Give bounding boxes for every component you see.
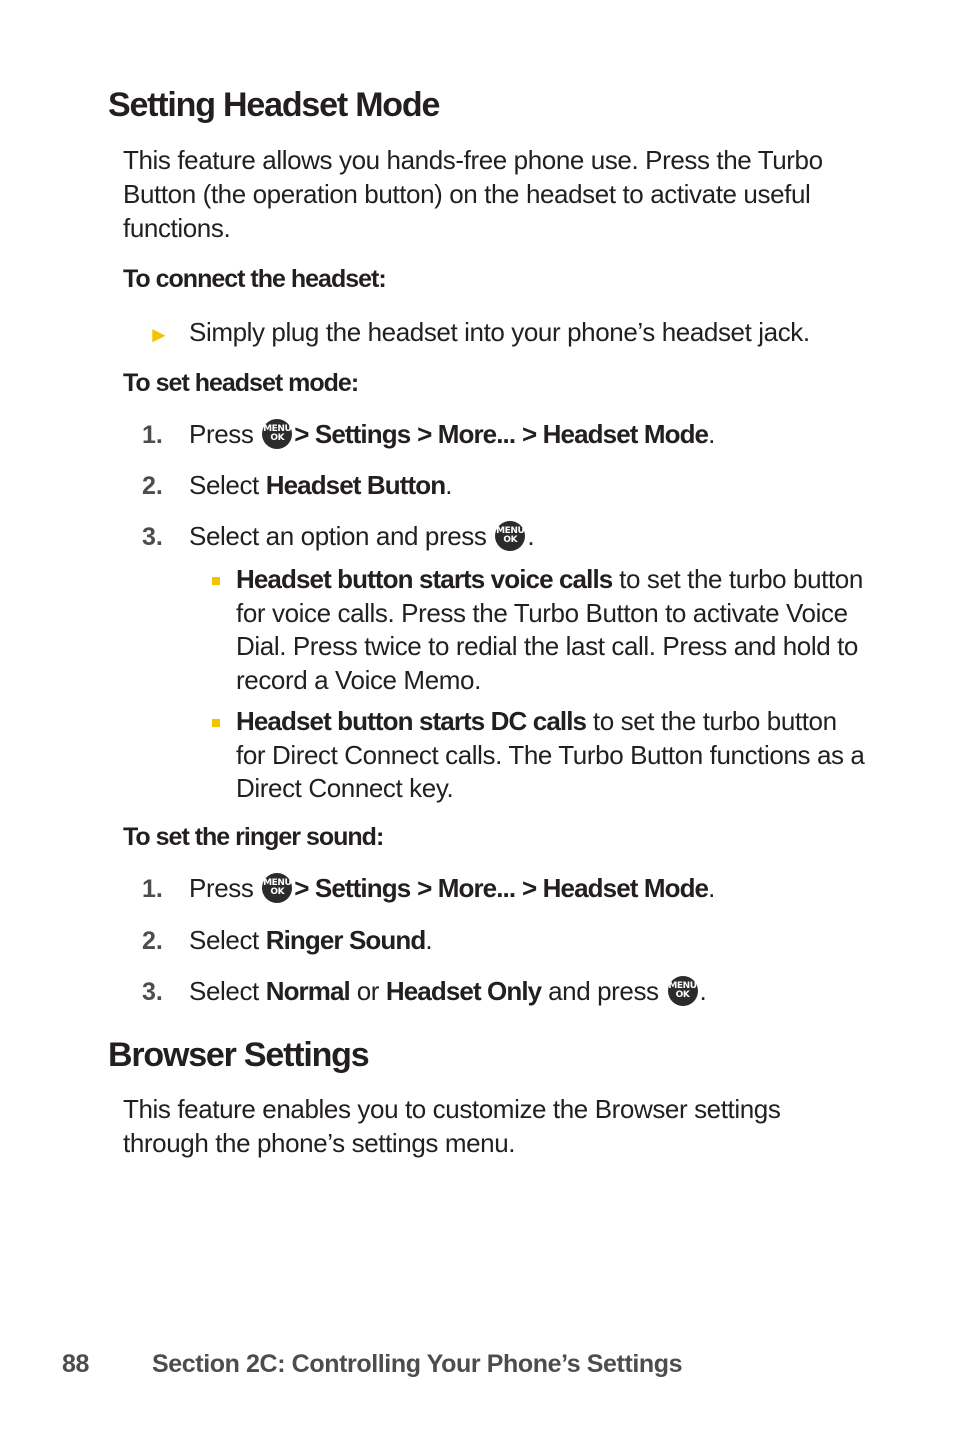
- square-bullet-icon: [212, 577, 220, 585]
- ringer-step-1: [189, 873, 715, 904]
- menu-path-settings: > Settings: [294, 419, 411, 449]
- key-label-bottom: OK: [270, 433, 285, 443]
- key-label-bottom: OK: [270, 887, 285, 897]
- mode-step-3: [189, 521, 534, 552]
- page-number: 88: [62, 1350, 90, 1378]
- section-title: Browser Settings: [108, 1036, 369, 1074]
- step-end: .: [425, 925, 433, 955]
- step-text: or: [356, 976, 380, 1006]
- browser-intro-paragraph: This feature enables you to customize the Browser settings through the phone’s settings menu.: [123, 1094, 781, 1158]
- option-voice-calls: [236, 563, 866, 697]
- option-description: to set the turbo button for Direct Connect calls. The Turbo Button functions as a Direct Connect key.: [236, 706, 865, 803]
- key-label-top: MENU: [496, 526, 525, 536]
- step-number: 3.: [142, 978, 163, 1006]
- arrow-bullet-icon: ►: [148, 322, 170, 347]
- connect-heading: To connect the headset:: [123, 265, 386, 293]
- step-text: Select: [189, 470, 259, 500]
- step-number: 2.: [142, 472, 163, 500]
- option-ringer-sound: Ringer Sound: [265, 925, 426, 955]
- mode-step-2: [189, 470, 452, 501]
- menu-path-more: > More...: [417, 419, 516, 449]
- step-text: Select an option and press: [189, 521, 487, 551]
- option-title: Headset button starts DC calls: [236, 706, 587, 736]
- section-footer: Section 2C: Controlling Your Phone’s Settings: [152, 1350, 683, 1378]
- ringer-heading: To set the ringer sound:: [123, 823, 384, 851]
- key-label-bottom: OK: [675, 990, 690, 1000]
- key-label-top: MENU: [668, 981, 697, 991]
- step-end: .: [708, 419, 715, 449]
- ringer-step-3: [189, 976, 706, 1007]
- step-text: Select: [189, 925, 259, 955]
- menu-ok-key-icon: [262, 419, 292, 449]
- menu-ok-key-icon: [668, 976, 698, 1006]
- step-number: 1.: [142, 421, 163, 449]
- step-text: Press: [189, 873, 254, 903]
- step-end: .: [527, 521, 535, 551]
- menu-path-more: > More...: [417, 873, 516, 903]
- step-text: Press: [189, 419, 254, 449]
- option-headset-only: Headset Only: [385, 976, 542, 1006]
- connect-instruction: Simply plug the headset into your phone’s headset jack.: [189, 317, 810, 347]
- key-label-top: MENU: [263, 424, 292, 434]
- step-end: .: [445, 470, 453, 500]
- menu-path-settings: > Settings: [294, 873, 411, 903]
- page-title: Setting Headset Mode: [108, 86, 440, 124]
- menu-ok-key-icon: [495, 521, 525, 551]
- option-description: to set the turbo button for voice calls. Press the Turbo Button to activate Voice Dial. Press twice to redial the last call. Press and hold to record a Voice Memo.: [236, 564, 863, 695]
- step-text: and press: [548, 976, 659, 1006]
- option-dc-calls: [236, 705, 866, 806]
- option-title: Headset button starts voice calls: [236, 564, 613, 594]
- key-label-top: MENU: [263, 878, 292, 888]
- mode-step-1: [189, 419, 715, 450]
- step-end: .: [708, 873, 715, 903]
- menu-path-headset-mode: > Headset Mode: [522, 873, 709, 903]
- step-end: .: [699, 976, 707, 1006]
- option-normal: Normal: [265, 976, 350, 1006]
- key-label-bottom: OK: [503, 535, 518, 545]
- step-number: 2.: [142, 927, 163, 955]
- menu-ok-key-icon: [262, 873, 292, 903]
- step-number: 3.: [142, 523, 163, 551]
- square-bullet-icon: [212, 719, 220, 727]
- menu-path-headset-mode: > Headset Mode: [522, 419, 709, 449]
- intro-paragraph: This feature allows you hands-free phone use. Press the Turbo Button (the operation button) on the headset to activate useful functions.: [123, 145, 823, 243]
- mode-heading: To set headset mode:: [123, 369, 359, 397]
- step-number: 1.: [142, 875, 163, 903]
- step-text: Select: [189, 976, 259, 1006]
- option-headset-button: Headset Button: [265, 470, 446, 500]
- ringer-step-2: [189, 925, 432, 956]
